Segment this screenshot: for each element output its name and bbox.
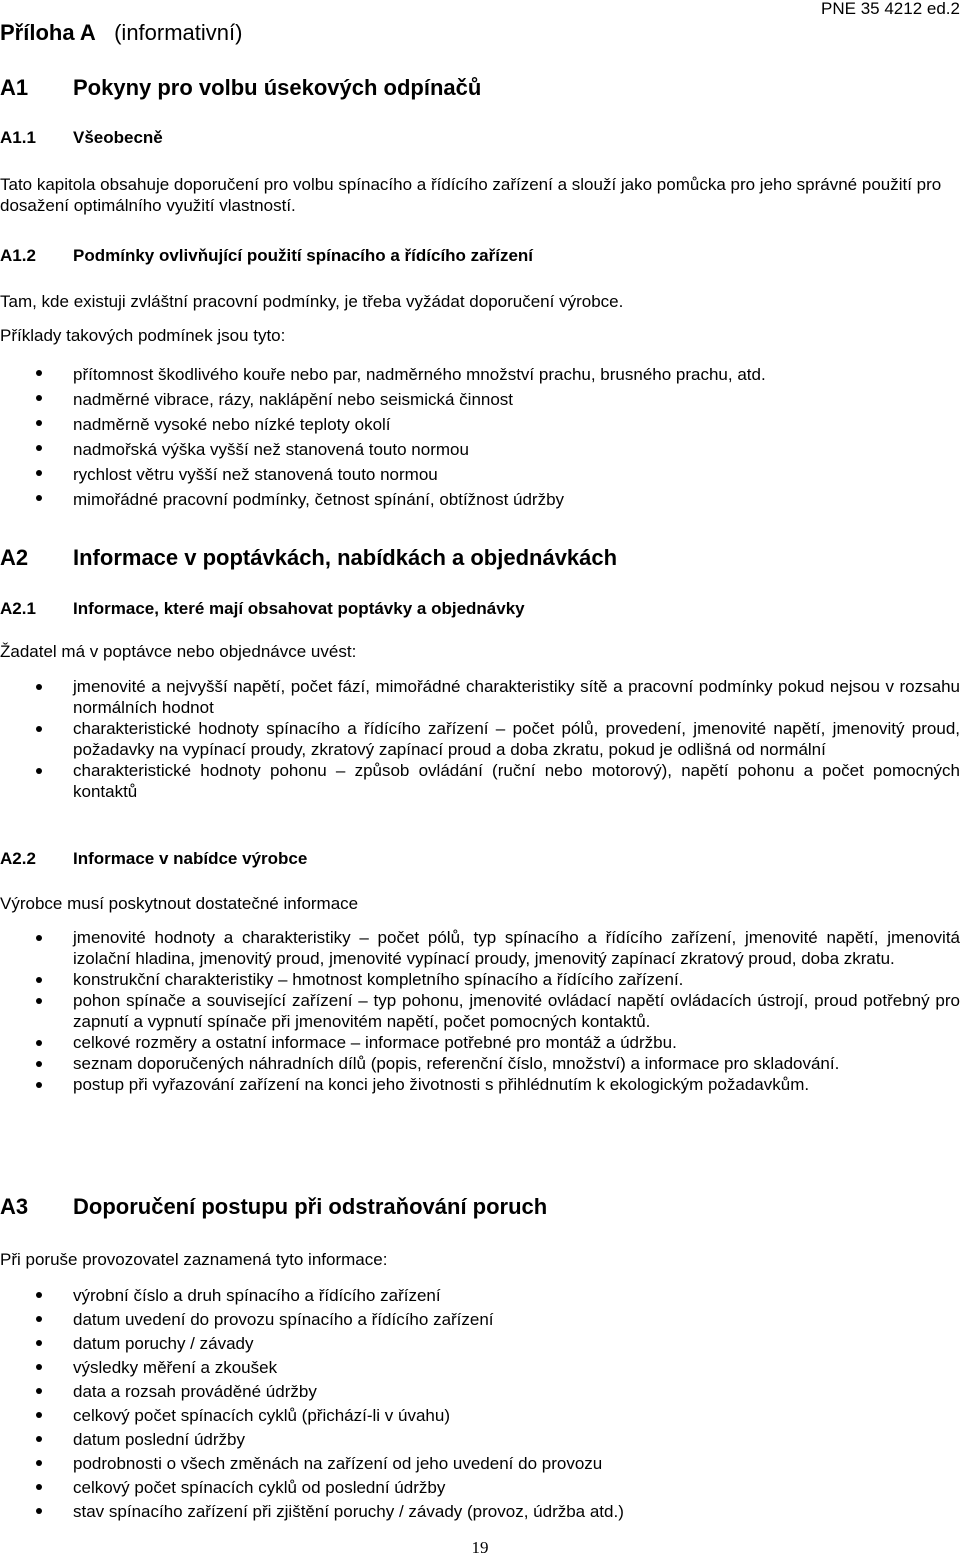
bullet-icon (36, 1460, 42, 1466)
inquiry-list (0, 676, 960, 802)
section-a2-2-text: Výrobce musí poskytnout dostatečné informace (0, 894, 359, 913)
list-item: datum uvedení do provozu spínacího a řídícího zařízení (0, 1308, 960, 1332)
section-title: Informace v nabídce výrobce (73, 849, 308, 868)
list-item: konstrukční charakteristiky – hmotnost kompletního spínacího a řídícího zařízení. (0, 969, 960, 990)
bullet-icon (36, 684, 42, 690)
annex-note: (informativní) (114, 20, 243, 45)
section-title: Informace v poptávkách, nabídkách a objednávkách (73, 545, 618, 570)
bullet-icon (36, 395, 42, 401)
page-number: 19 (471, 1538, 489, 1557)
bullet-icon (36, 935, 42, 941)
section-a2-1-text: Žadatel má v poptávce nebo objednávce uvést: (0, 642, 357, 661)
section-a1-1-text: Tato kapitola obsahuje doporučení pro volbu spínacího a řídícího zařízení a slouží jako pomůcka pro jeho správné použití pro dosažení optimálního využití vlastností. (0, 175, 942, 215)
document-id: PNE 35 4212 ed.2 (821, 0, 960, 18)
list-item: seznam doporučených náhradních dílů (popis, referenční číslo, množství) a informace pro skladování. (0, 1053, 960, 1074)
list-item: stav spínacího zařízení při zjištění poruchy / závady (provoz, údržba atd.) (0, 1500, 960, 1524)
list-item: přítomnost škodlivého kouře nebo par, nadměrného množství prachu, brusného prachu, atd. (0, 362, 960, 387)
bullet-icon (36, 1508, 42, 1514)
section-title: Všeobecně (73, 128, 163, 147)
list-item: podrobnosti o všech změnách na zařízení od jeho uvedení do provozu (0, 1452, 960, 1476)
section-number: A2.1 (0, 599, 36, 618)
list-item: datum poruchy / závady (0, 1332, 960, 1356)
list-item: data a rozsah prováděné údržby (0, 1380, 960, 1404)
bullet-icon (36, 1061, 42, 1067)
section-number: A2.2 (0, 849, 36, 868)
section-number: A2 (0, 545, 29, 570)
list-item: výsledky měření a zkoušek (0, 1356, 960, 1380)
section-title: Doporučení postupu při odstraňování poruch (73, 1194, 548, 1219)
list-item: jmenovité hodnoty a charakteristiky – počet pólů, typ spínacího a řídícího zařízení, jmenovité napětí, jmenovitá izolační hladina, jmenovitý proud, jmenovité vypínací proudy, jmenovitý zapínací zkratový proud, doba zkratu. (0, 927, 960, 969)
list-item: pohon spínače a související zařízení – typ pohonu, jmenovité ovládací napětí ovládacích ústrojí, proud potřebný pro zapnutí a vypnutí spínače při jmenovitém napětí, počet pomocných kontaktů. (0, 990, 960, 1032)
bullet-icon (36, 1388, 42, 1394)
bullet-icon (36, 768, 42, 774)
list-item: postup při vyřazování zařízení na konci jeho životnosti s přihlédnutím k ekologickým požadavkům. (0, 1074, 960, 1095)
section-a1-2-text1: Tam, kde existuji zvláštní pracovní podmínky, je třeba vyžádat doporučení výrobce. (0, 292, 624, 311)
section-title: Informace, které mají obsahovat poptávky a objednávky (73, 599, 525, 618)
section-a1-2-text2: Příklady takových podmínek jsou tyto: (0, 326, 286, 345)
bullet-icon (36, 1364, 42, 1370)
list-item: celkový počet spínacích cyklů od poslední údržby (0, 1476, 960, 1500)
list-item: celkový počet spínacích cyklů (přichází-li v úvahu) (0, 1404, 960, 1428)
section-number: A1 (0, 75, 29, 100)
section-number: A1.1 (0, 128, 36, 147)
list-item: nadměrné vibrace, rázy, naklápění nebo seismická činnost (0, 387, 960, 412)
bullet-icon (36, 470, 42, 476)
list-item: celkové rozměry a ostatní informace – informace potřebné pro montáž a údržbu. (0, 1032, 960, 1053)
bullet-icon (36, 420, 42, 426)
conditions-list (0, 362, 960, 512)
bullet-icon (36, 1340, 42, 1346)
bullet-icon (36, 370, 42, 376)
list-item: datum poslední údržby (0, 1428, 960, 1452)
bullet-icon (36, 1082, 42, 1088)
bullet-icon (36, 1436, 42, 1442)
annex-heading (0, 20, 242, 46)
bullet-icon (36, 726, 42, 732)
bullet-icon (36, 1292, 42, 1298)
bullet-icon (36, 1040, 42, 1046)
list-item: nadmořská výška vyšší než stanovená touto normou (0, 437, 960, 462)
bullet-icon (36, 1484, 42, 1490)
bullet-icon (36, 1316, 42, 1322)
fault-record-list (0, 1284, 960, 1524)
list-item: rychlost větru vyšší než stanovená touto normou (0, 462, 960, 487)
bullet-icon (36, 445, 42, 451)
section-a3-text: Při poruše provozovatel zaznamená tyto informace: (0, 1250, 388, 1269)
bullet-icon (36, 495, 42, 501)
list-item: mimořádné pracovní podmínky, četnost spínání, obtížnost údržby (0, 487, 960, 512)
offer-list (0, 927, 960, 1095)
annex-label: Příloha A (0, 20, 96, 45)
list-item: charakteristické hodnoty spínacího a řídícího zařízení – počet pólů, provedení, jmenovité napětí, jmenovitý proud, požadavky na vypínací proudy, zkratový zapínací proud a doba zkratu, pokud je odlišná od normální (0, 718, 960, 760)
bullet-icon (36, 998, 42, 1004)
section-title: Podmínky ovlivňující použití spínacího a řídícího zařízení (73, 246, 534, 265)
list-item: nadměrně vysoké nebo nízké teploty okolí (0, 412, 960, 437)
section-title: Pokyny pro volbu úsekových odpínačů (73, 75, 482, 100)
list-item: výrobní číslo a druh spínacího a řídícího zařízení (0, 1284, 960, 1308)
section-number: A3 (0, 1194, 29, 1219)
list-item: charakteristické hodnoty pohonu – způsob ovládání (ruční nebo motorový), napětí pohonu a počet pomocných kontaktů (0, 760, 960, 802)
bullet-icon (36, 1412, 42, 1418)
section-number: A1.2 (0, 246, 36, 265)
bullet-icon (36, 977, 42, 983)
list-item: jmenovité a nejvyšší napětí, počet fází, mimořádné charakteristiky sítě a pracovní podmínky pokud nejsou v rozsahu normálních hodnot (0, 676, 960, 718)
